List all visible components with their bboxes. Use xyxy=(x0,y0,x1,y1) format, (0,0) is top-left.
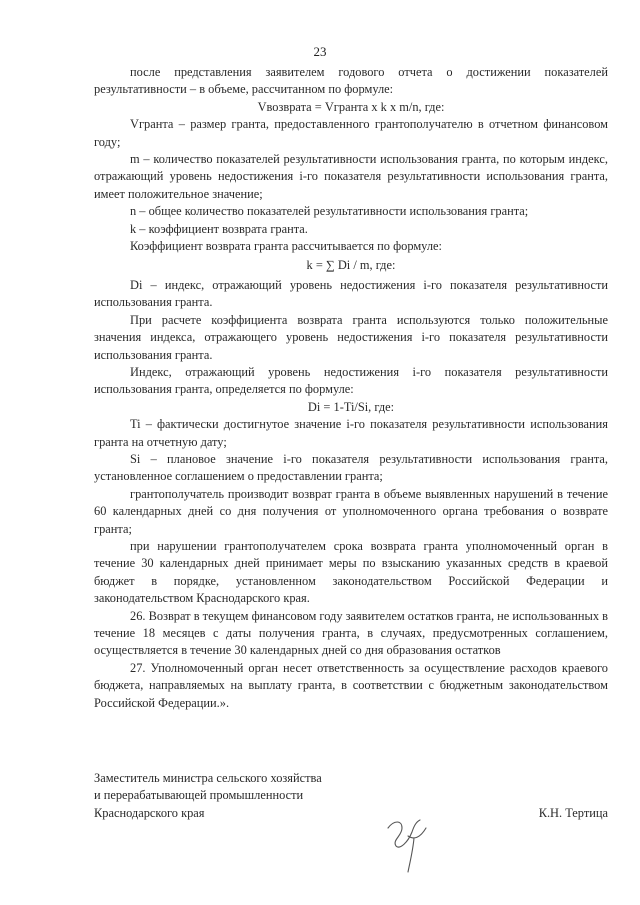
paragraph: Vгранта – размер гранта, предоставленного грантополучателю в отчетном финансовом году; xyxy=(94,117,608,149)
paragraph-26: 26. Возврат в текущем финансовом году заявителем остатков гранта, не использованных в течение 18 месяцев с даты получения гранта, в случаях, предусмотренных соглашением, осуществляется в течение 30 календарных дней со дня образования остатков xyxy=(94,608,608,658)
formula-coefficient: k = ∑ Di / m, где: xyxy=(306,258,396,273)
paragraph: Индекс, отражающий уровень недостижения i-го показателя результативности использования гранта, определяется по формуле: xyxy=(94,364,608,397)
paragraph: после представления заявителем годового отчета о достижении показателей результативности – в объеме, рассчитанном по формуле: xyxy=(94,65,608,97)
paragraph: Ti – фактически достигнутое значение i-го показателя результативности использования гранта на отчетную дату; xyxy=(94,417,608,449)
signer-position-line1: Заместитель министра сельского хозяйства xyxy=(94,771,322,785)
paragraph: n – общее количество показателей результативности использования гранта; xyxy=(130,204,529,219)
paragraph: Di – индекс, отражающий уровень недостижения i-го показателя результативности использования гранта. xyxy=(94,277,608,310)
paragraph: m – количество показателей результативности использования гранта, по которым индекс, отражающий уровень недостижения i-го показателя результативности использования гранта, имеет положительное значение; xyxy=(94,152,608,201)
handwritten-signature xyxy=(380,806,440,876)
paragraph: k – коэффициент возврата гранта. xyxy=(130,221,308,236)
signer-position-line3: Краснодарского края xyxy=(94,805,205,820)
paragraph: при нарушении грантополучателем срока возврата гранта уполномоченный орган в течение 30 календарных дней принимает меры по взысканию указанных средств в краевой бюджет в порядке, установленном законодательством Российской Федерации и законодательством Краснодарского края. xyxy=(94,538,608,606)
paragraph: грантополучатель производит возврат гранта в объеме выявленных нарушений в течение 60 календарных дней со дня получения от уполномоченного органа требования о возврате гранта; xyxy=(94,486,608,536)
page-number: 23 xyxy=(313,44,327,59)
signer-position-line2: и перерабатывающей промышленности xyxy=(94,788,304,803)
signer-name: К.Н. Тертица xyxy=(538,805,608,820)
paragraph: При расчете коэффициента возврата гранта используются только положительные значения индекса, отражающего уровень недостижения i-го показателя результативности использования гранта. xyxy=(94,312,608,362)
paragraph: Si – плановое значение i-го показателя результативности использования гранта, установленное соглашением о предоставлении гранта; xyxy=(94,451,608,484)
document-body xyxy=(94,64,608,712)
formula-return-volume: Vвозврата = Vгранта x k x m/n, где: xyxy=(257,99,445,114)
formula-index: Di = 1-Ti/Si, где: xyxy=(307,399,395,414)
signature-block xyxy=(94,770,608,822)
paragraph-27: 27. Уполномоченный орган несет ответственность за осуществление расходов краевого бюджета, направляемых на выплату гранта, в соответствии с бюджетным законодательством Российской Федерации.». xyxy=(94,660,608,710)
paragraph: Коэффициент возврата гранта рассчитывается по формуле: xyxy=(130,239,442,254)
